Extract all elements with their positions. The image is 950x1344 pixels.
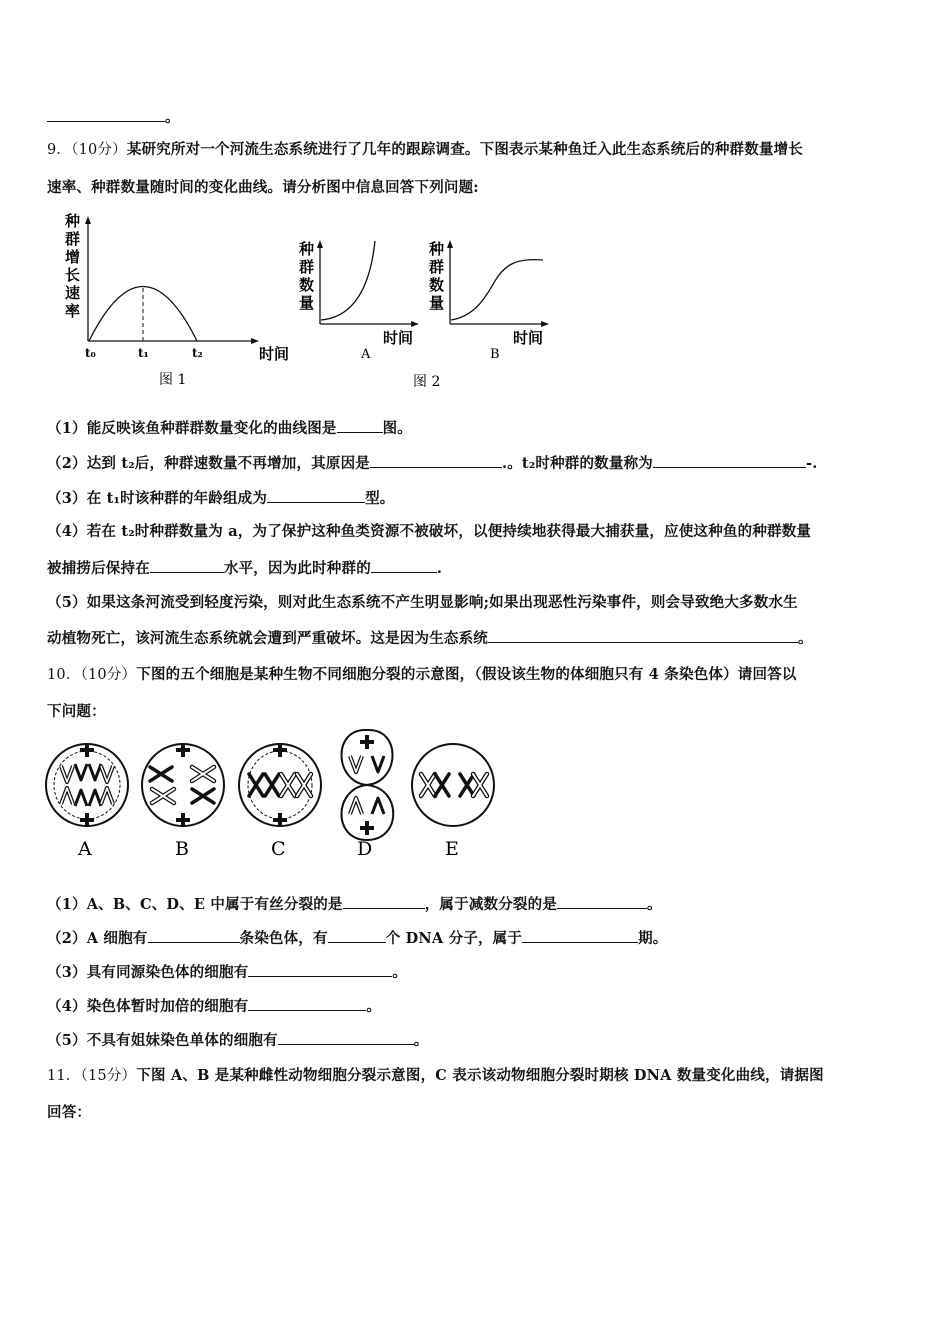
fig1-tick-t0: t₀ — [85, 346, 96, 360]
fig2a-x-arrow — [411, 321, 419, 327]
fig1-tick-t2: t₂ — [192, 346, 203, 360]
q10-intro-line1: 10．（10分）下图的五个细胞是某种生物不同细胞分裂的示意图，（假设该生物的体细胞只有 4 条染色体）请回答以 — [47, 666, 797, 683]
answer-blank[interactable] — [557, 894, 647, 909]
cell-b-diagram — [142, 743, 224, 827]
cell-division-figures — [40, 728, 510, 863]
fig1-ylabel-char: 速 — [65, 284, 81, 302]
answer-blank[interactable] — [653, 453, 806, 468]
fig2b-ylabel-char: 量 — [429, 294, 445, 312]
q10-intro-line2: 下问题： — [47, 703, 106, 720]
q10-sub4: （4）染色体暂时加倍的细胞有 。 — [47, 998, 382, 1015]
fig1-caption: 图 1 — [159, 372, 187, 388]
fig2b-ylabel-char: 群 — [429, 258, 445, 276]
fig2a-ylabel-char: 种 — [299, 240, 315, 258]
fig1-ylabel-char: 长 — [65, 266, 81, 284]
fig1-y-arrow — [85, 216, 91, 224]
cell-e-diagram — [412, 744, 494, 826]
q10-sub1: （1）A、B、C、D、E 中属于有丝分裂的是 ，属于减数分裂的是 。 — [47, 896, 662, 913]
fig2b-ylabel-char: 种 — [429, 240, 445, 258]
fig2b-label: B — [490, 347, 500, 362]
cell-label: E — [445, 838, 459, 860]
fig2a-y-arrow — [317, 240, 323, 248]
answer-blank[interactable] — [328, 928, 386, 943]
question-number: 9．（10分） — [47, 142, 127, 158]
fig2b-x-arrow — [541, 321, 549, 327]
cell-label: D — [357, 838, 373, 860]
question-number: 11．（15分） — [47, 1068, 137, 1084]
q10-sub3: （3）具有同源染色体的细胞有 。 — [47, 964, 408, 981]
answer-blank[interactable] — [150, 558, 224, 573]
fig2a-ylabel-char: 群 — [299, 258, 315, 276]
answer-blank[interactable] — [371, 558, 437, 573]
answer-blank[interactable] — [337, 418, 383, 433]
q9-intro-line2: 速率、种群数量随时间的变化曲线。请分析图中信息回答下列问题: — [47, 179, 479, 196]
q9-sub4-line2: 被捕捞后保持在 水平，因为此时种群的 . — [47, 560, 443, 577]
q9-sub2: （2）达到 t₂后，种群速数量不再增加，其原因是 .。t₂时种群的数量称为 -. — [47, 455, 818, 472]
cell-d-diagram — [341, 730, 393, 840]
answer-blank[interactable] — [370, 453, 502, 468]
fig2a-xlabel: 时间 — [383, 329, 414, 347]
fig1-ylabel-char: 增 — [65, 248, 81, 266]
answer-blank[interactable] — [488, 628, 798, 643]
fig2a-ylabel-char: 量 — [299, 294, 315, 312]
fig2a-ylabel-char: 数 — [299, 276, 315, 294]
question-number: 10．（10分） — [47, 667, 137, 683]
answer-blank[interactable] — [248, 996, 366, 1011]
q9-sub4-line1: （4）若在 t₂时种群数量为 a，为了保护这种鱼类资源不被破坏，以便持续地获得最大捕获量，应使这种鱼的种群数量 — [47, 523, 812, 540]
cell-label: C — [271, 838, 286, 860]
cell-a-diagram — [46, 743, 128, 827]
fig1-tick-t1: t₁ — [138, 346, 149, 360]
q9-sub5-line1: （5）如果这条河流受到轻度污染，则对此生态系统不产生明显影响;如果出现恶性污染事件，则会导致绝大多数水生 — [47, 594, 798, 611]
q10-sub2: （2）A 细胞有 条染色体，有 个 DNA 分子，属于 期。 — [47, 930, 668, 947]
figure-2-population-curves — [295, 236, 560, 396]
answer-blank[interactable] — [522, 928, 638, 943]
fig2a-j-curve — [321, 241, 375, 320]
answer-blank[interactable] — [267, 488, 365, 503]
fig2b-ylabel-char: 数 — [429, 276, 445, 294]
q11-intro-line2: 回答： — [47, 1104, 92, 1121]
answer-blank[interactable] — [343, 894, 425, 909]
answer-blank[interactable] — [47, 107, 165, 122]
fig2b-y-arrow — [447, 240, 453, 248]
fig1-xlabel: 时间 — [259, 345, 290, 363]
q9-sub3: （3）在 t₁时该种群的年龄组成为 型。 — [47, 490, 395, 507]
answer-blank[interactable] — [148, 928, 240, 943]
q9-sub1: （1）能反映该鱼种群群数量变化的曲线图是 图。 — [47, 420, 412, 437]
fig1-ylabel-char: 种 — [65, 212, 81, 230]
q9-sub5-line2: 动植物死亡，该河流生态系统就会遭到严重破坏。这是因为生态系统 。 — [47, 630, 813, 647]
q8-answer-line: 。 — [47, 106, 180, 127]
q9-intro-line1: 9．（10分）某研究所对一个河流生态系统进行了几年的跟踪调查。下图表示某种鱼迁入此生态系统后的种群数量增长 — [47, 141, 804, 158]
fig1-x-arrow — [251, 338, 259, 344]
q10-sub5: （5）不具有姐妹染色单体的细胞有 。 — [47, 1032, 429, 1049]
fig2-caption: 图 2 — [413, 374, 441, 390]
answer-blank[interactable] — [248, 962, 392, 977]
fig2b-s-curve — [451, 260, 543, 320]
cell-label: A — [78, 838, 92, 860]
fig2a-label: A — [361, 347, 371, 362]
fig2b-xlabel: 时间 — [513, 329, 544, 347]
cell-c-diagram — [239, 743, 321, 827]
fig1-ylabel-char: 群 — [65, 230, 81, 248]
answer-blank[interactable] — [278, 1030, 414, 1045]
figure-1-growth-rate-curve — [55, 208, 300, 393]
q11-intro-line1: 11．（15分）下图 A、B 是某种雌性动物细胞分裂示意图，C 表示该动物细胞分裂时期核 DNA 数量变化曲线，请据图 — [47, 1067, 824, 1084]
fig1-ylabel-char: 率 — [65, 302, 81, 320]
cell-label: B — [175, 838, 189, 860]
